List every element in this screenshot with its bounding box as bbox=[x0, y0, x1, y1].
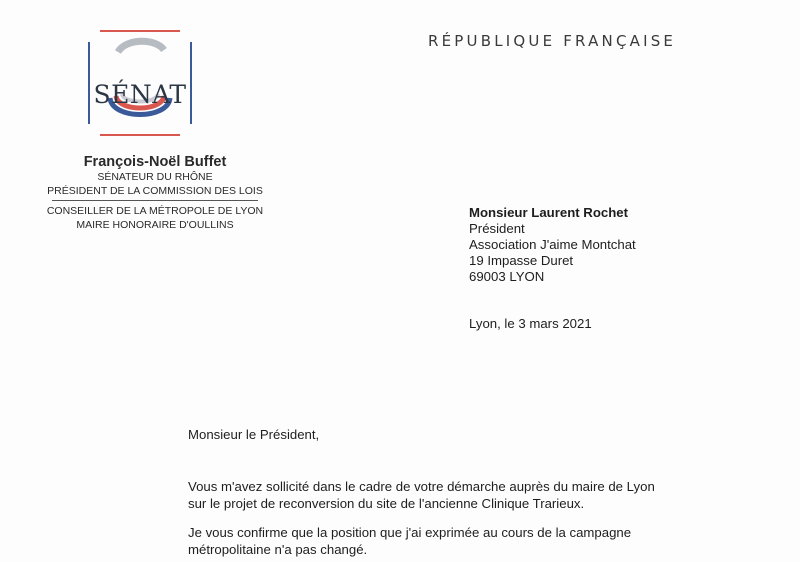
sender-title-2: PRÉSIDENT DE LA COMMISSION DES LOIS bbox=[47, 185, 263, 197]
sender-name: François-Noël Buffet bbox=[83, 154, 227, 170]
logo-wordmark: SÉNAT bbox=[93, 80, 187, 109]
paragraph-1-line-1: Vous m'avez sollicité dans le cadre de votre démarche auprès du maire de Lyon bbox=[188, 479, 655, 494]
recipient-title: Président bbox=[469, 221, 525, 236]
paragraph-2 bbox=[188, 524, 708, 558]
sender-title-3: CONSEILLER DE LA MÉTROPOLE DE LYON bbox=[46, 205, 264, 217]
paragraph-1-line-2: sur le projet de reconversion du site de l'ancienne Clinique Trarieux. bbox=[188, 496, 585, 511]
paragraph-2-line-2: métropolitaine n'a pas changé. bbox=[188, 542, 368, 557]
letter-date: Lyon, le 3 mars 2021 bbox=[469, 316, 592, 331]
salutation: Monsieur le Président, bbox=[188, 427, 320, 442]
republic-header: RÉPUBLIQUE FRANÇAISE bbox=[428, 32, 677, 50]
paragraph-1 bbox=[188, 478, 708, 512]
recipient-name: Monsieur Laurent Rochet bbox=[469, 205, 628, 220]
sender-divider bbox=[52, 200, 258, 201]
sender-block bbox=[20, 154, 290, 232]
recipient-address bbox=[469, 205, 636, 285]
recipient-street: 19 Impasse Duret bbox=[469, 253, 574, 268]
sender-title-1: SÉNATEUR DU RHÔNE bbox=[97, 171, 213, 183]
sender-title-4: MAIRE HONORAIRE D'OULLINS bbox=[76, 219, 234, 231]
paragraph-2-line-1: Je vous confirme que la position que j'ai exprimée au cours de la campagne bbox=[188, 525, 632, 540]
recipient-city: 69003 LYON bbox=[469, 269, 545, 284]
senat-logo bbox=[86, 28, 194, 140]
recipient-organization: Association J'aime Montchat bbox=[469, 237, 636, 252]
